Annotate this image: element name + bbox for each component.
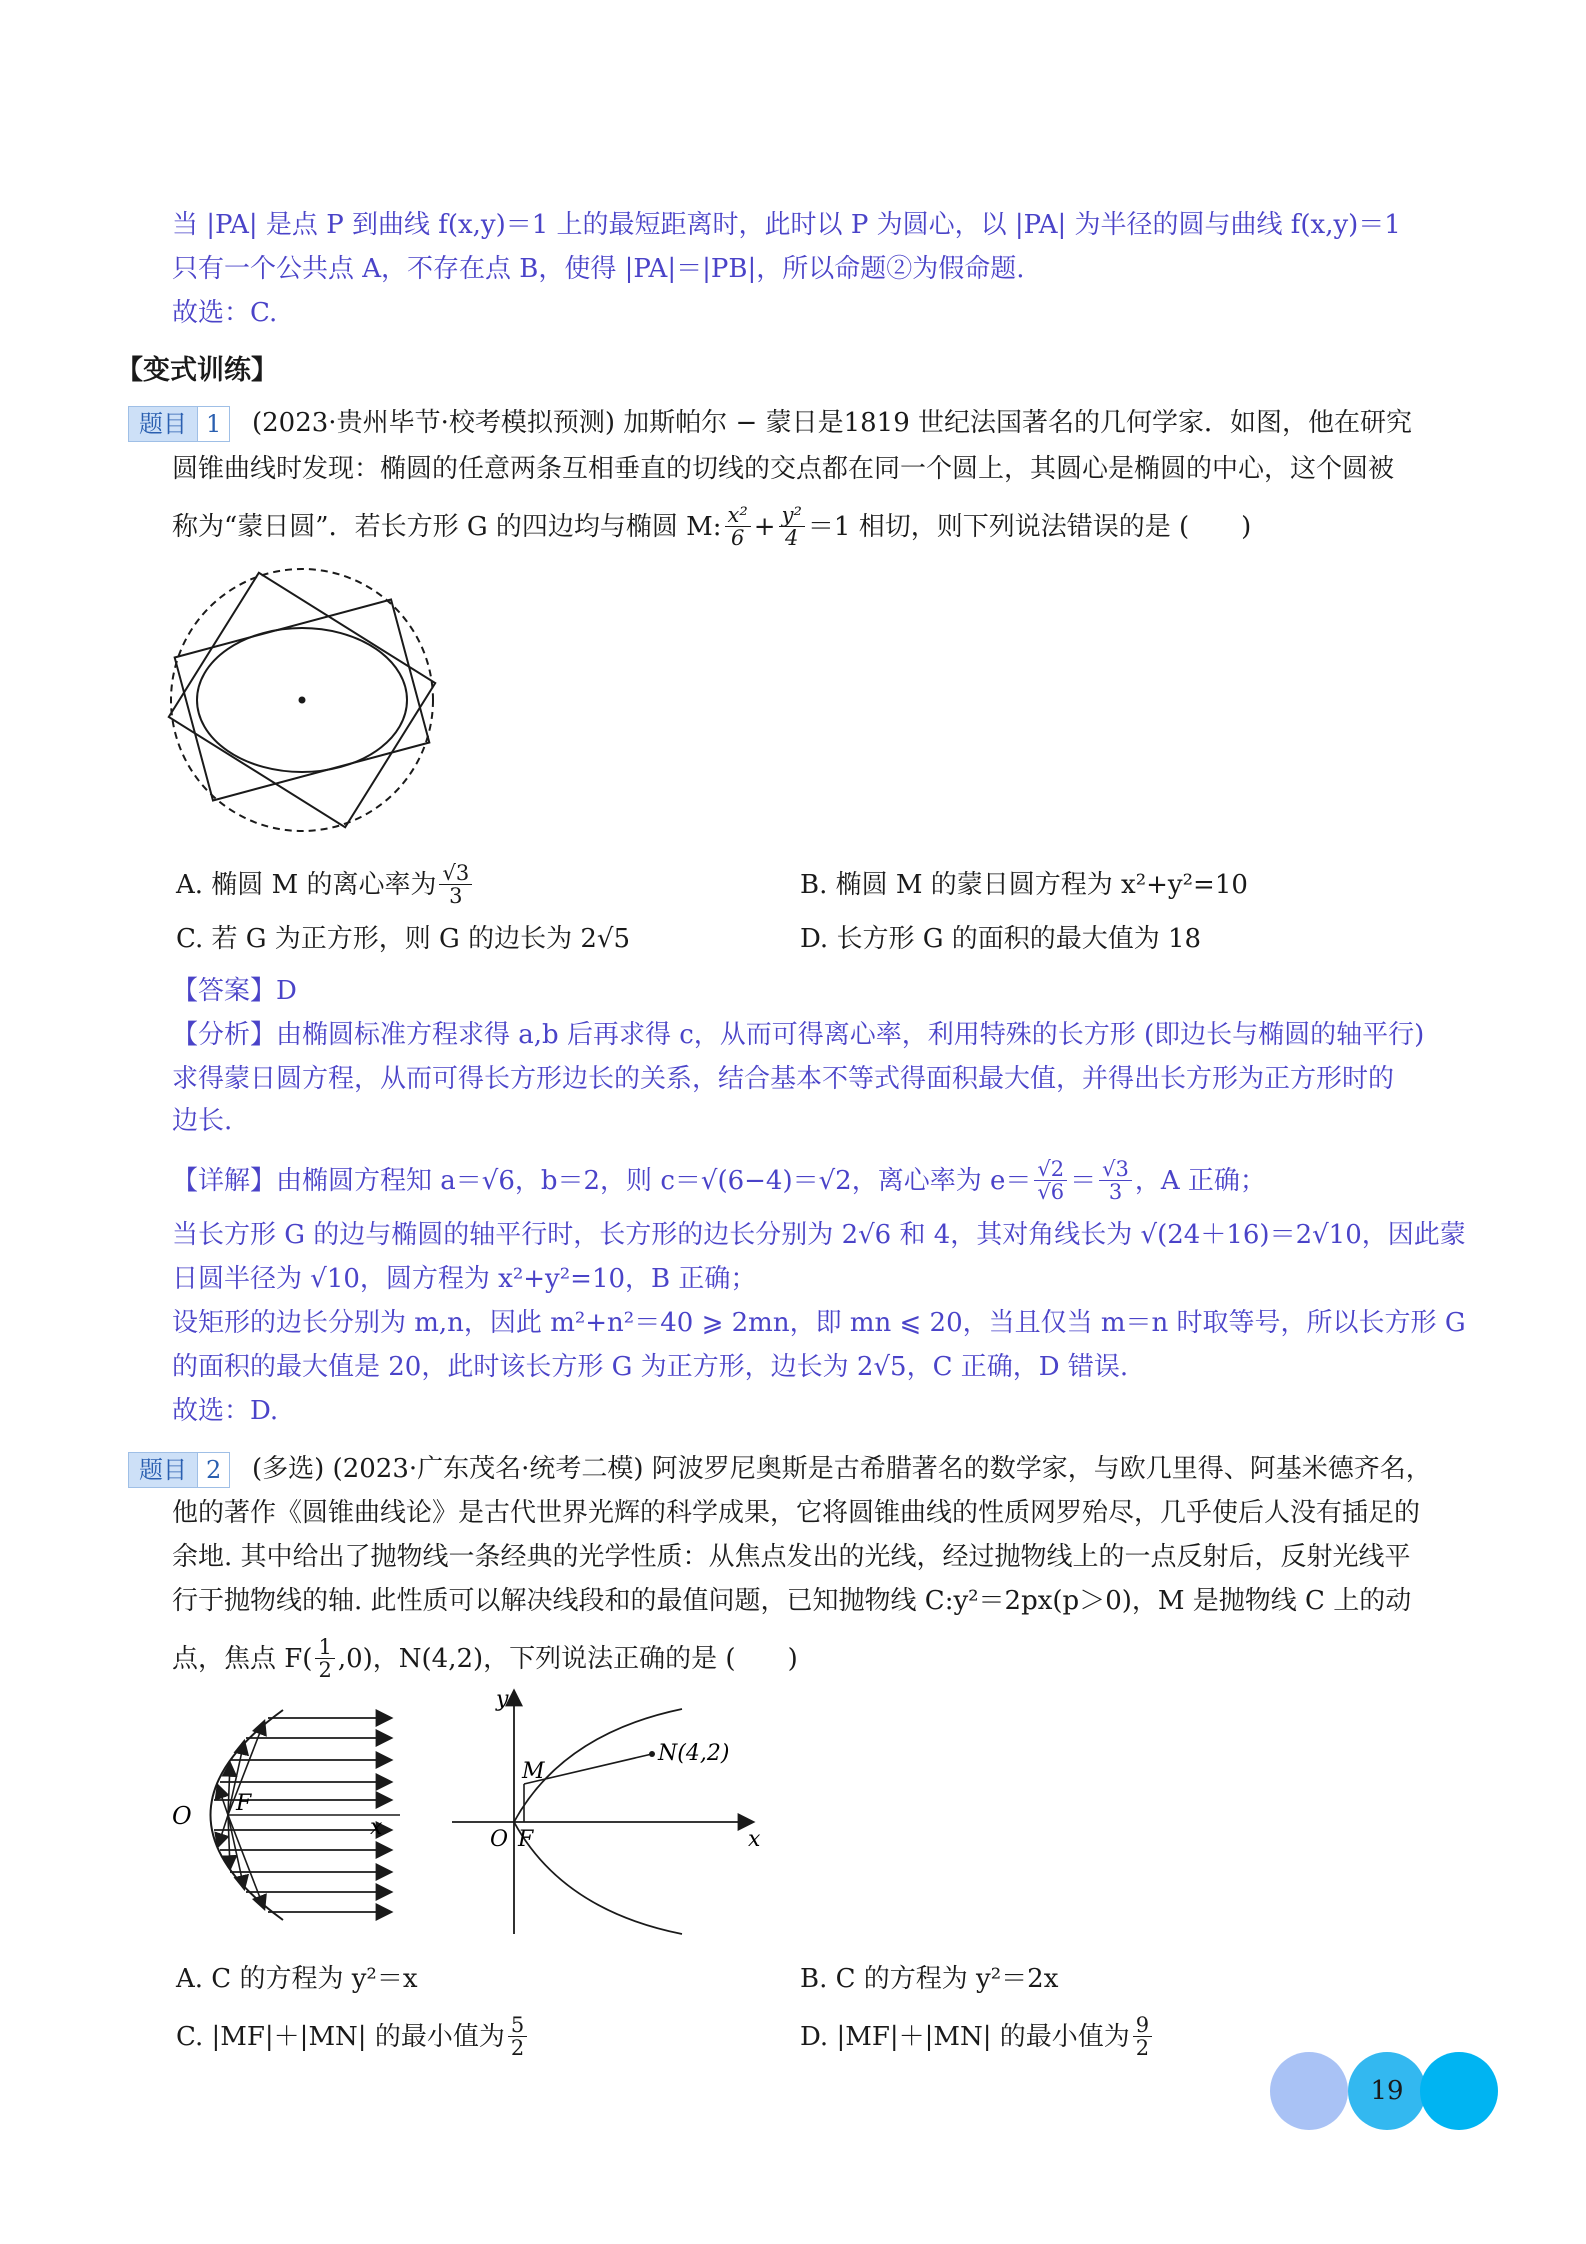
option-a-text: A. 椭圆 M 的离心率为 xyxy=(176,869,437,900)
label-x: x xyxy=(748,1827,761,1852)
frac-den: √6 xyxy=(1037,1180,1065,1204)
q1-detail-3: 日圆半径为 √10，圆方程为 x²+y²=10，B 正确； xyxy=(172,1264,757,1294)
q1-option-b[interactable]: B. 椭圆 M 的蒙日圆方程为 x²+y²=10 xyxy=(800,870,1248,900)
q1-line-3-text: 称为“蒙日圆”．若长方形 G 的四边均与椭圆 M: xyxy=(172,511,722,542)
parabola-reflection-figure xyxy=(168,1700,408,1930)
q1-analysis-2: 求得蒙日圆方程，从而可得长方形边长的关系，结合基本不等式得面积最大值，并得出长方形为正方形时的 xyxy=(172,1064,1395,1094)
question-tag-label: 题目 xyxy=(128,1452,198,1488)
q2-line-1: (多选) (2023·广东茂名·统考二模) 阿波罗尼奥斯是古希腊著名的数学家，与欧几里得、阿基米德齐名， xyxy=(252,1454,1432,1484)
q2-line-4: 行于抛物线的轴. 此性质可以解决线段和的最值问题，已知抛物线 C:y²＝2px(p＞0)，M 是抛物线 C 上的动 xyxy=(172,1586,1412,1616)
question-2-tag xyxy=(128,1452,230,1488)
q1-analysis-3: 边长. xyxy=(172,1106,233,1136)
frac-den: 2 xyxy=(318,1658,332,1682)
detail-text: 【详解】由椭圆方程知 a＝√6，b＝2，则 c＝√(6−4)＝√2，离心率为 e＝ xyxy=(172,1165,1032,1196)
frac-num: √3 xyxy=(439,862,472,885)
question-tag-number: 2 xyxy=(198,1452,230,1488)
q1-option-d[interactable]: D. 长方形 G 的面积的最大值为 18 xyxy=(800,924,1202,954)
q1-line-3 xyxy=(172,504,1251,549)
fraction-sqrt3-3 xyxy=(1099,1158,1132,1203)
fraction-1-2 xyxy=(315,1636,334,1681)
ellipse-center xyxy=(299,697,306,704)
parabola-coordinate-figure xyxy=(452,1684,772,1944)
q1-line-1: (2023·贵州毕节·校考模拟预测) 加斯帕尔 − 蒙日是1819 世纪法国著名的几何学家．如图，他在研究 xyxy=(252,408,1412,438)
q1-detail-4: 设矩形的边长分别为 m,n，因此 m²+n²＝40 ⩾ 2mn，即 mn ⩽ 20，当且仅当 m＝n 时取等号，所以长方形 G xyxy=(172,1308,1466,1338)
option-c-text: C. |MF|＋|MN| 的最小值为 xyxy=(176,2021,505,2052)
page-number-badge xyxy=(1270,2046,1500,2166)
option-d-text: D. |MF|＋|MN| 的最小值为 xyxy=(800,2021,1130,2052)
decor-circle-left xyxy=(1270,2052,1348,2130)
frac-num: √3 xyxy=(1099,1158,1132,1181)
frac-den: 2 xyxy=(510,2036,525,2060)
label-y: y xyxy=(496,1687,509,1712)
q1-detail-5: 的面积的最大值是 20，此时该长方形 G 为正方形，边长为 2√5，C 正确，D 错误. xyxy=(172,1352,1129,1382)
frac-num: y² xyxy=(779,504,805,527)
label-n: N(4,2) xyxy=(658,1741,730,1766)
q1-answer: 【答案】D xyxy=(172,976,297,1006)
q2-option-d[interactable] xyxy=(800,2014,1155,2059)
fraction-sqrt3-3 xyxy=(439,862,472,907)
solution-line-1: 当 |PA| 是点 P 到曲线 f(x,y)＝1 上的最短距离时，此时以 P 为圆心，以 |PA| 为半径的圆与曲线 f(x,y)＝1 xyxy=(172,210,1401,240)
q2-option-c[interactable] xyxy=(176,2014,530,2059)
q1-option-c[interactable]: C. 若 G 为正方形，则 G 的边长为 2√5 xyxy=(176,924,631,954)
frac-den: 3 xyxy=(449,884,463,908)
q2-line-5-end: ,0)，N(4,2)，下列说法正确的是 ( ) xyxy=(337,1643,798,1674)
q1-option-a[interactable] xyxy=(176,862,475,907)
point-n xyxy=(649,1751,655,1757)
plus-sign: + xyxy=(753,511,776,542)
frac-num: 9 xyxy=(1133,2014,1152,2037)
frac-den: 6 xyxy=(730,526,745,550)
page-number: 19 xyxy=(1348,2052,1426,2130)
q2-option-b[interactable]: B. C 的方程为 y²＝2x xyxy=(800,1964,1059,1994)
frac-den: 4 xyxy=(785,526,799,550)
q1-line-3-end: ＝1 相切，则下列说法错误的是 ( ) xyxy=(807,511,1252,542)
q2-line-5 xyxy=(172,1636,798,1681)
q1-detail-2: 当长方形 G 的边与椭圆的轴平行时，长方形的边长分别为 2√6 和 4，其对角线长为 √(24＋16)＝2√10，因此蒙 xyxy=(172,1220,1466,1250)
frac-num: √2 xyxy=(1034,1158,1067,1181)
frac-num: 5 xyxy=(508,2014,527,2037)
fraction-9-2 xyxy=(1133,2014,1152,2059)
q1-analysis-1: 【分析】由椭圆标准方程求得 a,b 后再求得 c，从而可得离心率，利用特殊的长方形 (即边长与椭圆的轴平行) xyxy=(172,1020,1425,1050)
fraction-5-2 xyxy=(508,2014,527,2059)
label-m: M xyxy=(522,1759,545,1784)
frac-num: 1 xyxy=(315,1636,334,1659)
q2-option-a[interactable]: A. C 的方程为 y²＝x xyxy=(176,1964,418,1994)
solution-line-3: 故选：C. xyxy=(172,298,278,328)
section-title: 【变式训练】 xyxy=(116,355,278,386)
question-1-tag xyxy=(128,406,230,442)
decor-circle-right xyxy=(1420,2052,1498,2130)
label-f: F xyxy=(236,1791,252,1816)
fraction-y2-4 xyxy=(779,504,805,549)
monge-circle-figure xyxy=(160,560,460,850)
q1-line-2: 圆锥曲线时发现：椭圆的任意两条互相垂直的切线的交点都在同一个圆上，其圆心是椭圆的中心，这个圆被 xyxy=(172,454,1395,484)
label-f: F xyxy=(518,1827,534,1852)
label-x: x xyxy=(370,1815,383,1840)
fraction-sqrt2-sqrt6 xyxy=(1034,1158,1067,1203)
frac-den: 2 xyxy=(1135,2036,1150,2060)
question-tag-number: 1 xyxy=(198,406,230,442)
question-tag-label: 题目 xyxy=(128,406,198,442)
detail-text-end: ，A 正确； xyxy=(1134,1165,1266,1196)
q1-detail-6: 故选：D. xyxy=(172,1396,279,1426)
equals-sign: ＝ xyxy=(1070,1165,1097,1196)
q2-line-2: 他的著作《圆锥曲线论》是古代世界光辉的科学成果，它将圆锥曲线的性质网罗殆尽，几乎使后人没有插足的 xyxy=(172,1498,1421,1528)
solution-line-2: 只有一个公共点 A，不存在点 B，使得 |PA|＝|PB|，所以命题②为假命题. xyxy=(172,254,1025,284)
q2-line-5-text: 点，焦点 F( xyxy=(172,1643,313,1674)
q2-line-3: 余地. 其中给出了抛物线一条经典的光学性质：从焦点发出的光线，经过抛物线上的一点反射后，反射光线平 xyxy=(172,1542,1411,1572)
label-o: O xyxy=(490,1827,509,1852)
label-o: O xyxy=(172,1802,192,1830)
frac-num: x² xyxy=(725,504,751,527)
frac-den: 3 xyxy=(1108,1180,1123,1204)
q1-detail-1 xyxy=(172,1158,1266,1203)
fraction-x2-6 xyxy=(725,504,751,549)
